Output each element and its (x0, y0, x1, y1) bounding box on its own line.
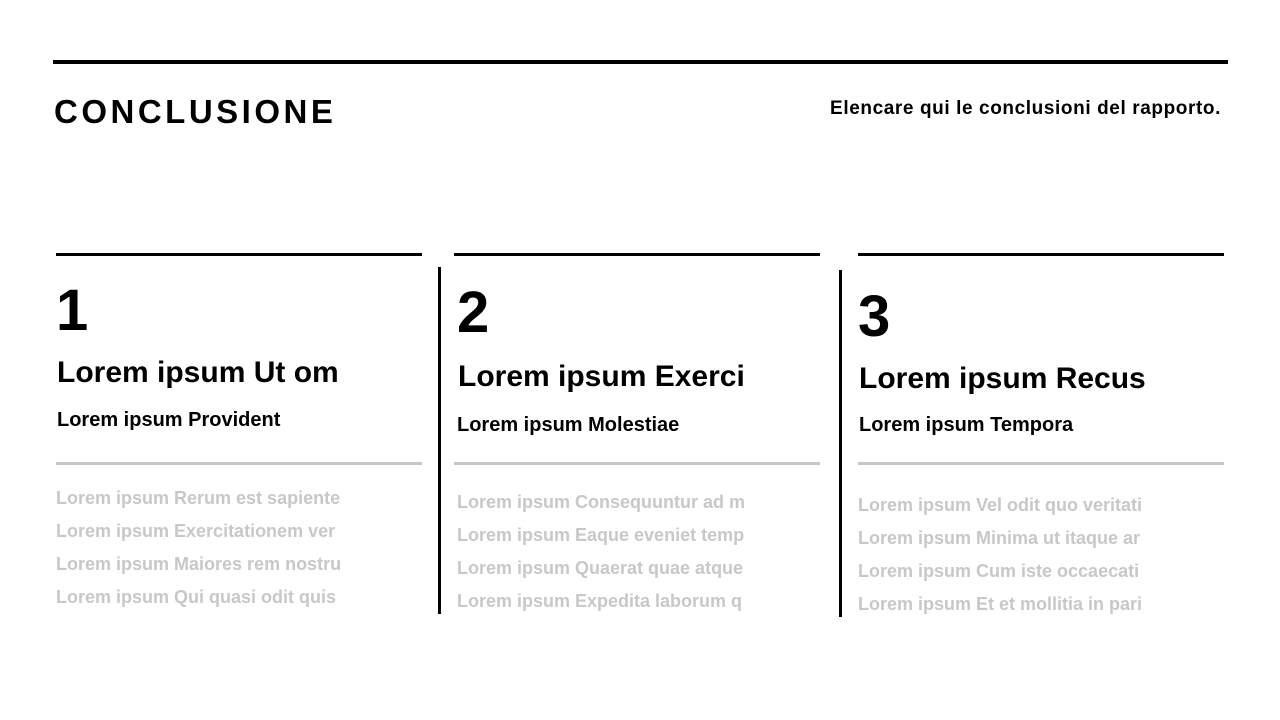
body-line: Lorem ipsum Vel odit quo veritati (858, 495, 1143, 515)
body-line: Lorem ipsum Exercitationem ver (56, 521, 336, 541)
column-body (56, 482, 376, 614)
body-line: Lorem ipsum Qui quasi odit quis (56, 587, 337, 607)
column-heading: Lorem ipsum Ut om (57, 356, 339, 389)
column-subheading: Lorem ipsum Provident (57, 409, 281, 431)
top-rule (53, 60, 1228, 64)
column-subheading: Lorem ipsum Molestiae (457, 414, 680, 436)
column-number: 2 (457, 280, 490, 345)
column-top-rule (858, 253, 1224, 256)
body-line: Lorem ipsum Maiores rem nostru (56, 554, 342, 574)
column-divider-rule (454, 462, 820, 465)
body-line: Lorem ipsum Rerum est sapiente (56, 488, 341, 508)
body-line: Lorem ipsum Eaque eveniet temp (457, 525, 745, 545)
body-line: Lorem ipsum Minima ut itaque ar (858, 528, 1141, 548)
body-line: Lorem ipsum Quaerat quae atque (457, 558, 744, 578)
body-line: Lorem ipsum Cum iste occaecati (858, 561, 1140, 581)
column-number: 1 (56, 278, 89, 343)
page-title: CONCLUSIONE (54, 93, 337, 130)
column-top-rule (454, 253, 820, 256)
body-line: Lorem ipsum Expedita laborum q (457, 591, 743, 611)
column-separator (438, 267, 441, 614)
column-separator (839, 270, 842, 617)
column-divider-rule (56, 462, 422, 465)
column-body (858, 489, 1178, 621)
column-top-rule (56, 253, 422, 256)
column-number: 3 (858, 284, 891, 349)
column-body (457, 486, 777, 618)
column-subheading: Lorem ipsum Tempora (859, 414, 1074, 436)
body-line: Lorem ipsum Consequuntur ad m (457, 492, 746, 512)
column-heading: Lorem ipsum Recus (859, 362, 1146, 395)
body-line: Lorem ipsum Et et mollitia in pari (858, 594, 1143, 614)
page-subtitle: Elencare qui le conclusioni del rapporto. (830, 98, 1221, 119)
column-heading: Lorem ipsum Exerci (458, 360, 745, 393)
column-divider-rule (858, 462, 1224, 465)
